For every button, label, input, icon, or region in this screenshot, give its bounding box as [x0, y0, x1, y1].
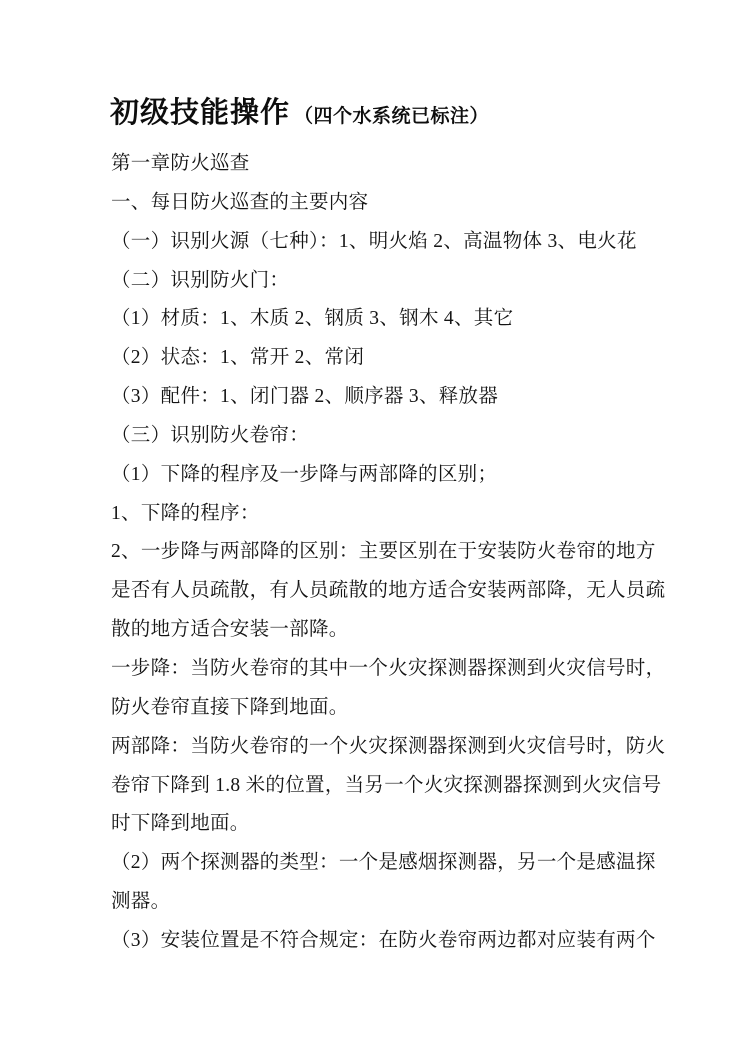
document-title — [110, 90, 489, 131]
text-line: （二）识别防火门： — [111, 269, 290, 291]
text-line: （2）两个探测器的类型：一个是感烟探测器，另一个是感温探 — [111, 852, 656, 874]
text-line: 卷帘下降到 1.8 米的位置，当另一个火灾探测器探测到火灾信号 — [111, 774, 662, 796]
title-main-text: 初级技能操作 — [110, 97, 291, 129]
text-line: （3）配件：1、闭门器 2、顺序器 3、释放器 — [111, 386, 499, 408]
text-line: 是否有人员疏散，有人员疏散的地方适合安装两部降，无人员疏 — [111, 580, 666, 602]
text-line: 防火卷帘直接下降到地面。 — [111, 696, 349, 718]
title-note-text: （四个水系统已标注） — [294, 106, 490, 127]
text-line-chapter-heading: 第一章防火巡查 — [111, 153, 250, 174]
text-line: 一步降：当防火卷帘的其中一个火灾探测器探测到火灾信号时， — [111, 657, 666, 679]
text-line: （1）材质：1、木质 2、钢质 3、钢木 4、其它 — [111, 308, 514, 330]
text-line: 两部降：当防火卷帘的一个火灾探测器探测到火灾信号时，防火 — [111, 735, 666, 757]
document-body — [111, 145, 671, 961]
text-line: （2）状态：1、常开 2、常闭 — [111, 347, 365, 369]
text-line: （三）识别防火卷帘： — [111, 424, 310, 446]
text-line: （一）识别火源（七种）：1、明火焰 2、高温物体 3、电火花 — [111, 230, 637, 252]
text-line: 时下降到地面。 — [111, 813, 250, 835]
text-line: 测器。 — [111, 891, 171, 913]
text-line-section-heading: 一、每日防火巡查的主要内容 — [111, 191, 369, 213]
text-line: （1）下降的程序及一步降与两部降的区别； — [111, 463, 498, 485]
text-line: 散的地方适合安装一部降。 — [111, 619, 349, 641]
text-line: 2、一步降与两部降的区别：主要区别在于安装防火卷帘的地方 — [111, 541, 656, 563]
text-line: 1、下降的程序： — [111, 502, 260, 524]
text-line: （3）安装位置是不符合规定：在防火卷帘两边都对应装有两个 — [111, 929, 656, 951]
